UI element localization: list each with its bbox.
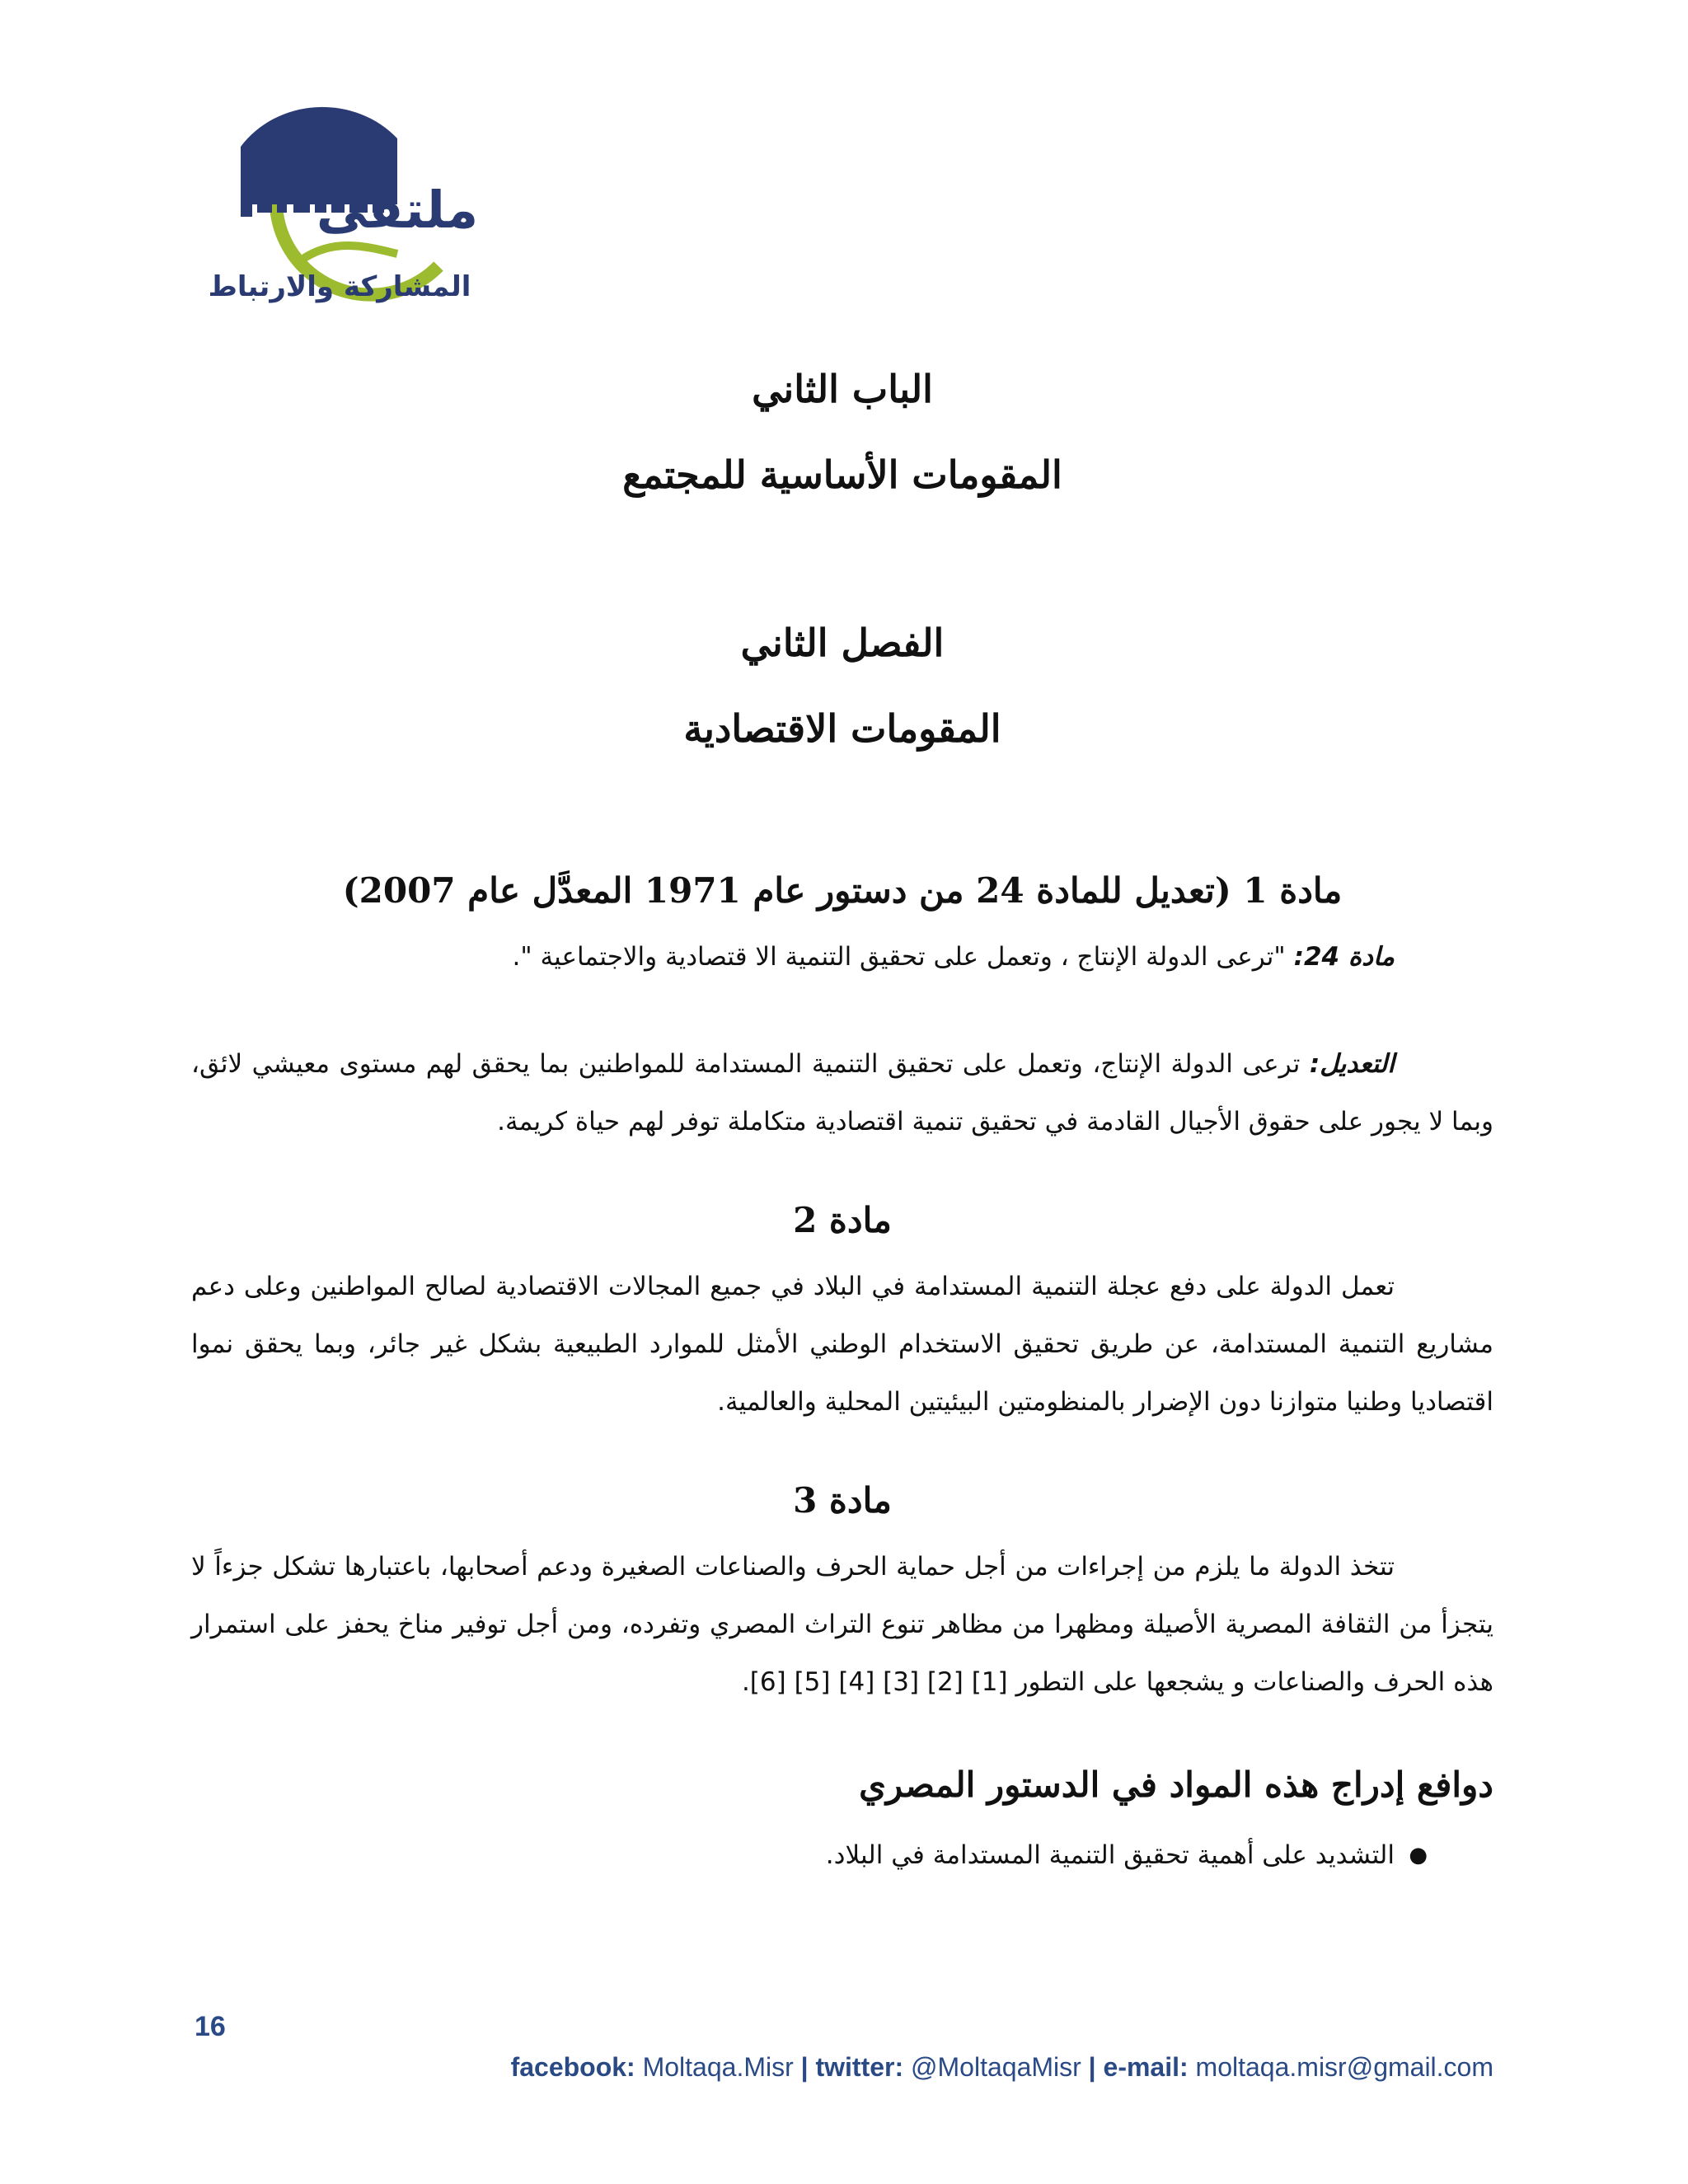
footer-contact [511,2052,1493,2083]
article-3-text: تتخذ الدولة ما يلزم من إجراءات من أجل حماية الحرف والصناعات الصغيرة ودعم أصحابها، باعتبارها تشكل جزءاً لا يتجزأ من الثقافة المصرية الأصيلة ومظهرا من مظاهر تنوع التراث المصري وتفرده، ومن أجل توفير مناخ يحفز على استمرار هذه الحرف والصناعات و يشجعها على التطور [1] [2] [3] [4] [5] [6]. [191,1552,1493,1697]
chapter-title: الفصل الثاني [740,621,945,665]
email-label: e-mail: [1103,2052,1189,2082]
part-subtitle: المقومات الأساسية للمجتمع [622,452,1062,497]
article-1-heading: مادة 1 (تعديل للمادة 24 من دستور عام 1971 المعدَّل عام 2007) [342,870,1343,911]
email-address[interactable]: moltaqa.misr@gmail.com [1195,2052,1493,2082]
amendment-label: التعديل: [1309,1049,1395,1079]
article-24-label: مادة 24: [1293,942,1395,972]
logo-wordmark: ملتقى [316,180,479,240]
article-2-text: تعمل الدولة على دفع عجلة التنمية المستدامة في البلاد في جميع المجالات الاقتصادية لصالح المواطنين وعلى دعم مشاريع التنمية المستدامة، عن طريق تحقيق الاستخدام الوطني الأمثل للموارد الطبيعية بشكل غير جائر، وبما يحقق نموا اقتصاديا وطنيا متوازنا دون الإضرار بالمنظومتين البيئيتين المحلية والعالمية. [191,1272,1493,1417]
chapter-subtitle: المقومات الاقتصادية [683,706,1001,751]
twitter-label: twitter: [815,2052,904,2082]
part-title: الباب الثاني [752,367,933,411]
page-number: 16 [195,2011,226,2042]
document-body [191,346,1493,1884]
twitter-handle[interactable]: @MoltaqaMisr [911,2052,1081,2082]
list-item [191,1826,1428,1884]
article-24-text: "ترعى الدولة الإنتاج ، وتعمل على تحقيق التنمية الا قتصادية والاجتماعية ". [512,942,1286,972]
article-3-heading: مادة 3 [793,1480,892,1521]
article-2-heading: مادة 2 [793,1200,892,1240]
motives-list [191,1826,1493,1884]
motive-text: التشديد على أهمية تحقيق التنمية المستدامة في البلاد. [825,1840,1395,1870]
motives-heading: دوافع إدراج هذه المواد في الدستور المصري [859,1765,1493,1805]
logo-tagline: المشاركة والارتباط [208,270,471,303]
footer-separator: | [800,2052,809,2082]
amendment-text: ترعى الدولة الإنتاج، وتعمل على تحقيق التنمية المستدامة للمواطنين بما يحقق لهم مستوى معيشي لائق، وبما لا يجور على حقوق الأجيال القادمة في تحقيق تنمية اقتصادية متكاملة توفر لهم حياة كريمة. [191,1049,1493,1137]
facebook-handle[interactable]: Moltaqa.Misr [642,2052,794,2082]
moltaqa-logo [191,97,488,320]
article-1-amendment [191,1035,1493,1151]
facebook-label: facebook: [510,2052,635,2082]
bullet-icon: ● [1409,1843,1428,1868]
footer-separator: | [1088,2052,1096,2082]
article-1-original [191,928,1493,986]
